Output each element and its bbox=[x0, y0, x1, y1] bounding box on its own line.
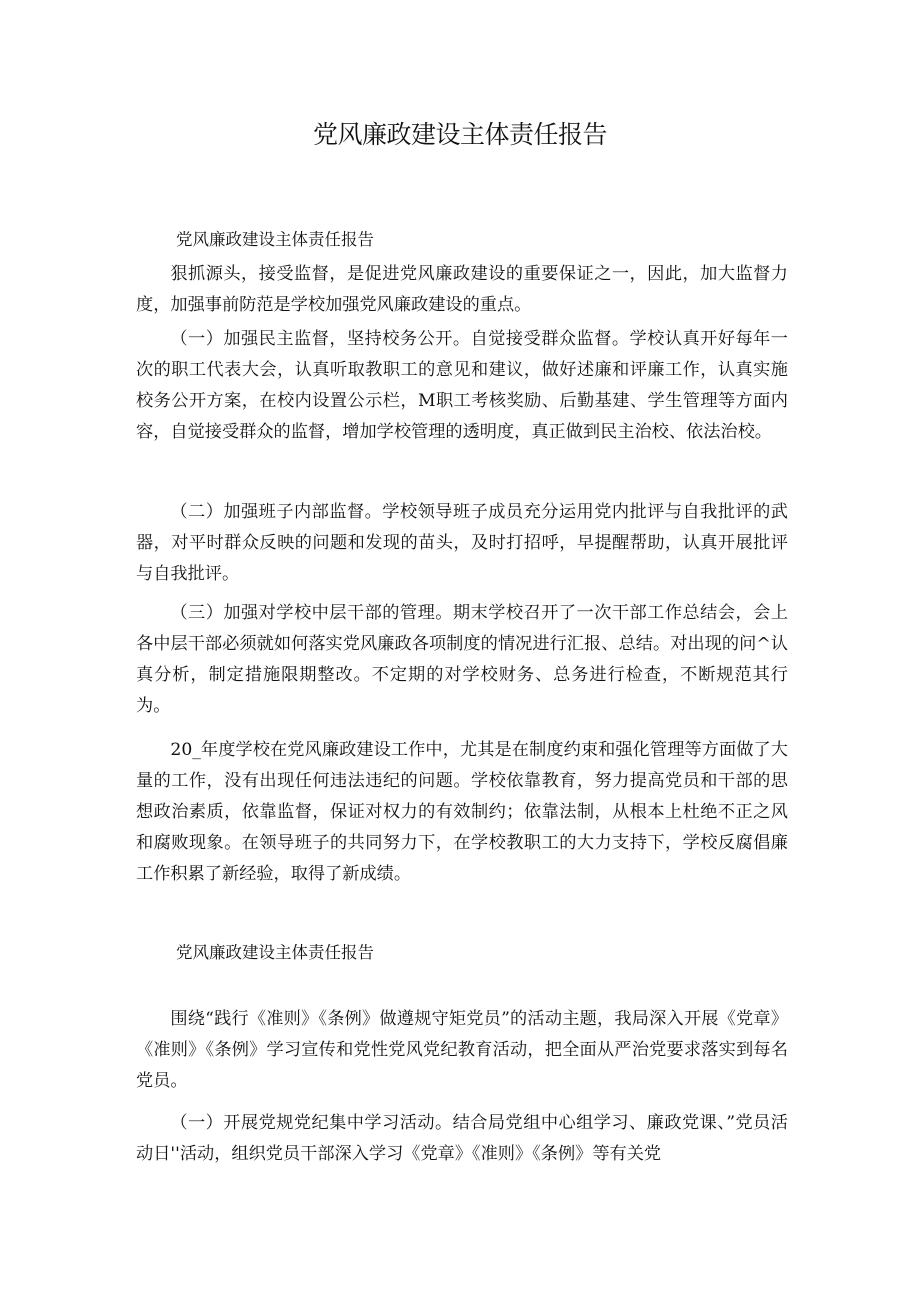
section-1-paragraph-3: （二）加强班子内部监督。学校领导班子成员充分运用党内批评与自我批评的武器，对平时群众反映的问题和发现的苗头，及时打招呼，早提醒帮助，认真开展批评与自我批评。 bbox=[136, 502, 788, 584]
section-2-paragraph-1: 围绕“践行《准则》《条例》做遵规守矩党员”的活动主题，我局深入开展《党章》《准则》《条例》学习宣传和党性党风党纪教育活动，把全面从严治党要求落实到每名党员。 bbox=[136, 1009, 788, 1091]
section-1-paragraph-4: （三）加强对学校中层干部的管理。期末学校召开了一次干部工作总结会，会上各中层干部必须就如何落实党风廉政各项制度的情况进行汇报、总结。对出现的问^认真分析，制定措施限期整改。不定期的对学校财务、总务进行检查，不断规范其行为。 bbox=[136, 603, 788, 716]
section-1-paragraph-2: （一）加强民主监督，坚持校务公开。自觉接受群众监督。学校认真开好每年一次的职工代表大会，认真听取教职工的意见和建议，做好述廉和评廉工作，认真实施校务公开方案，在校内设置公示栏，M职工考核奖励、后勤基建、学生管理等方面内容，自觉接受群众的监督，增加学校管理的透明度，真正做到民主治校、依法治校。 bbox=[136, 329, 788, 442]
section-1-paragraph-1: 狠抓源头，接受监督，是促进党风廉政建设的重要保证之一，因此，加大监督力度，加强事前防范是学校加强党风廉政建设的重点。 bbox=[136, 264, 788, 315]
section-2-paragraph-2: （一）开展党规党纪集中学习活动。结合局党组中心组学习、廉政党课、”党员活动日''活动，组织党员干部深入学习《党章》《准则》《条例》等有关党 bbox=[136, 1113, 788, 1164]
section-1-paragraph-5: 20_年度学校在党风廉政建设工作中，尤其是在制度约束和强化管理等方面做了大量的工作，没有出现任何违法违纪的问题。学校依靠教育，努力提高党员和干部的思想政治素质，依靠监督，保证对权力的有效制约；依靠法制，从根本上杜绝不正之风和腐败现象。在领导班子的共同努力下，在学校教职工的大力支持下，学校反腐倡廉工作积累了新经验，取得了新成绩。 bbox=[136, 740, 788, 884]
document-title: 党风廉政建设主体责任报告 bbox=[312, 120, 607, 149]
section-1-heading: 党风廉政建设主体责任报告 bbox=[176, 230, 374, 249]
section-2-heading: 党风廉政建设主体责任报告 bbox=[176, 943, 374, 962]
